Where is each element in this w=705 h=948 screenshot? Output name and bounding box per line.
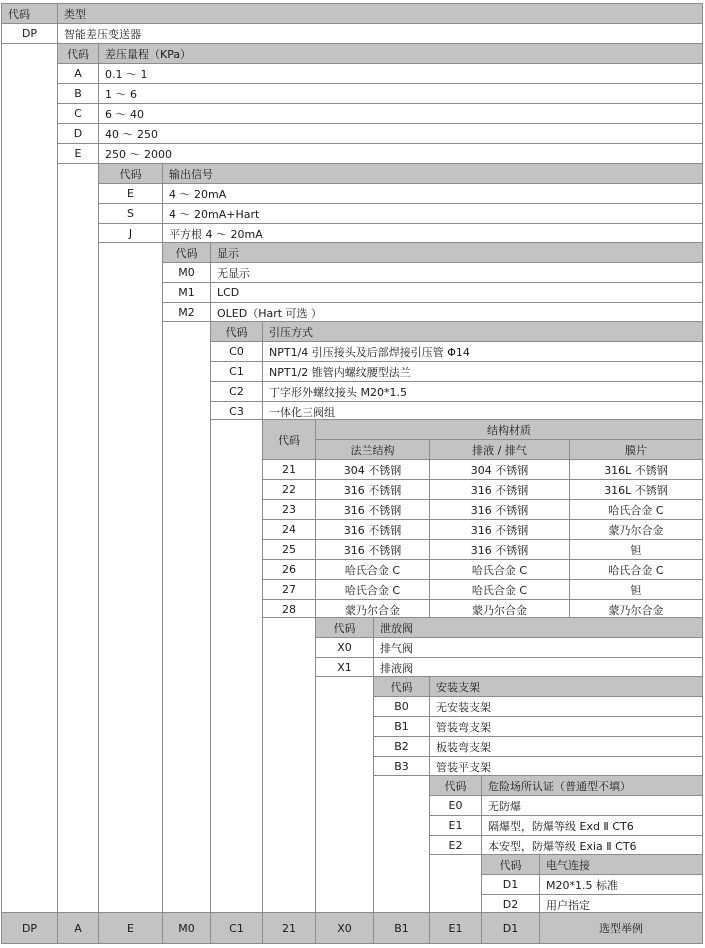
material-diaphragm: 哈氏合金 C bbox=[569, 499, 703, 520]
material-code: 23 bbox=[262, 499, 316, 520]
pressure-code-header: 代码 bbox=[210, 321, 263, 342]
material-flange: 316 不锈钢 bbox=[315, 499, 430, 520]
example-code: E1 bbox=[429, 912, 482, 944]
material-col-diaphragm: 膜片 bbox=[569, 439, 703, 460]
column-spacer bbox=[162, 321, 211, 913]
example-code: 21 bbox=[262, 912, 316, 944]
material-diaphragm: 哈氏合金 C bbox=[569, 559, 703, 580]
output-code-header: 代码 bbox=[98, 163, 163, 184]
range-title: 差压量程（KPa） bbox=[98, 43, 703, 64]
range-code: D bbox=[57, 123, 99, 144]
valve-title: 泄放阀 bbox=[373, 617, 703, 638]
bracket-desc: 管装平支架 bbox=[429, 756, 703, 777]
example-code: DP bbox=[1, 912, 58, 944]
hazard-code: E2 bbox=[429, 835, 482, 856]
pressure-code: C1 bbox=[210, 361, 263, 382]
material-flange: 316 不锈钢 bbox=[315, 539, 430, 560]
material-code: 21 bbox=[262, 459, 316, 480]
bracket-title: 安装支架 bbox=[429, 676, 703, 697]
material-diaphragm: 316L 不锈钢 bbox=[569, 479, 703, 500]
material-code: 28 bbox=[262, 599, 316, 620]
range-desc: 0.1 ～ 1 bbox=[98, 63, 703, 84]
pressure-code: C2 bbox=[210, 381, 263, 402]
type-code-header: 代码 bbox=[1, 3, 58, 24]
column-spacer bbox=[98, 242, 163, 913]
example-code: M0 bbox=[162, 912, 211, 944]
material-diaphragm: 316L 不锈钢 bbox=[569, 459, 703, 480]
pressure-desc: NPT1/4 引压接头及后部焊接引压管 Φ14 bbox=[262, 341, 703, 362]
material-code-header: 代码 bbox=[262, 419, 316, 460]
material-flange: 316 不锈钢 bbox=[315, 479, 430, 500]
electric-code-header: 代码 bbox=[481, 854, 540, 875]
material-code: 26 bbox=[262, 559, 316, 580]
pressure-title: 引压方式 bbox=[262, 321, 703, 342]
material-drain: 蒙乃尔合金 bbox=[429, 599, 570, 620]
display-code: M2 bbox=[162, 302, 211, 323]
output-desc: 平方根 4 ～ 20mA bbox=[162, 223, 703, 244]
range-code: C bbox=[57, 103, 99, 124]
example-code: B1 bbox=[373, 912, 430, 944]
display-code-header: 代码 bbox=[162, 242, 211, 263]
bracket-code: B2 bbox=[373, 736, 430, 757]
range-desc: 250 ～ 2000 bbox=[98, 143, 703, 164]
material-diaphragm: 钽 bbox=[569, 539, 703, 560]
material-flange: 哈氏合金 C bbox=[315, 579, 430, 600]
dp-desc: 智能差压变送器 bbox=[57, 23, 703, 44]
electric-desc: M20*1.5 标准 bbox=[539, 874, 703, 895]
column-spacer bbox=[373, 775, 430, 913]
material-drain: 哈氏合金 C bbox=[429, 559, 570, 580]
display-desc: LCD bbox=[210, 282, 703, 303]
material-flange: 316 不锈钢 bbox=[315, 519, 430, 540]
hazard-code: E0 bbox=[429, 795, 482, 816]
bracket-desc: 无安装支架 bbox=[429, 696, 703, 717]
material-drain: 哈氏合金 C bbox=[429, 579, 570, 600]
range-code: B bbox=[57, 83, 99, 104]
column-spacer bbox=[315, 676, 374, 913]
bracket-code: B0 bbox=[373, 696, 430, 717]
material-code: 25 bbox=[262, 539, 316, 560]
output-code: S bbox=[98, 203, 163, 224]
example-code: E bbox=[98, 912, 163, 944]
column-spacer bbox=[57, 163, 99, 913]
column-spacer bbox=[1, 43, 58, 913]
bracket-desc: 管装弯支架 bbox=[429, 716, 703, 737]
output-desc: 4 ～ 20mA bbox=[162, 183, 703, 204]
output-title: 输出信号 bbox=[162, 163, 703, 184]
output-code: E bbox=[98, 183, 163, 204]
display-code: M0 bbox=[162, 262, 211, 283]
display-code: M1 bbox=[162, 282, 211, 303]
material-code: 27 bbox=[262, 579, 316, 600]
range-code-header: 代码 bbox=[57, 43, 99, 64]
material-drain: 304 不锈钢 bbox=[429, 459, 570, 480]
hazard-title: 危险场所认证（普通型不填） bbox=[481, 775, 703, 796]
range-desc: 40 ～ 250 bbox=[98, 123, 703, 144]
hazard-code-header: 代码 bbox=[429, 775, 482, 796]
material-drain: 316 不锈钢 bbox=[429, 539, 570, 560]
example-code: C1 bbox=[210, 912, 263, 944]
valve-code: X1 bbox=[315, 657, 374, 678]
material-col-flange: 法兰结构 bbox=[315, 439, 430, 460]
hazard-desc: 隔爆型，防爆等级 Exd Ⅱ CT6 bbox=[481, 815, 703, 836]
material-diaphragm: 钽 bbox=[569, 579, 703, 600]
hazard-code: E1 bbox=[429, 815, 482, 836]
material-code: 22 bbox=[262, 479, 316, 500]
type-header: 类型 bbox=[57, 3, 703, 24]
example-code: D1 bbox=[481, 912, 540, 944]
material-flange: 蒙乃尔合金 bbox=[315, 599, 430, 620]
example-code: X0 bbox=[315, 912, 374, 944]
example-label: 选型举例 bbox=[539, 912, 703, 944]
electric-code: D2 bbox=[481, 894, 540, 915]
display-title: 显示 bbox=[210, 242, 703, 263]
material-drain: 316 不锈钢 bbox=[429, 479, 570, 500]
electric-desc: 用户指定 bbox=[539, 894, 703, 915]
hazard-desc: 本安型，防爆等级 Exia Ⅱ CT6 bbox=[481, 835, 703, 856]
electric-code: D1 bbox=[481, 874, 540, 895]
valve-code: X0 bbox=[315, 637, 374, 658]
range-desc: 6 ～ 40 bbox=[98, 103, 703, 124]
pressure-code: C3 bbox=[210, 401, 263, 422]
material-code: 24 bbox=[262, 519, 316, 540]
material-col-drain: 排液 / 排气 bbox=[429, 439, 570, 460]
hazard-desc: 无防爆 bbox=[481, 795, 703, 816]
valve-desc: 排液阀 bbox=[373, 657, 703, 678]
bracket-desc: 板装弯支架 bbox=[429, 736, 703, 757]
range-desc: 1 ～ 6 bbox=[98, 83, 703, 104]
example-code: A bbox=[57, 912, 99, 944]
column-spacer bbox=[262, 617, 316, 913]
material-diaphragm: 蒙乃尔合金 bbox=[569, 599, 703, 620]
material-drain: 316 不锈钢 bbox=[429, 499, 570, 520]
range-code: A bbox=[57, 63, 99, 84]
pressure-desc: 丁字形外螺纹接头 M20*1.5 bbox=[262, 381, 703, 402]
column-spacer bbox=[429, 854, 482, 913]
pressure-desc: NPT1/2 锥管内螺纹腰型法兰 bbox=[262, 361, 703, 382]
bracket-code-header: 代码 bbox=[373, 676, 430, 697]
range-code: E bbox=[57, 143, 99, 164]
material-flange: 304 不锈钢 bbox=[315, 459, 430, 480]
display-desc: OLED（Hart 可选 ） bbox=[210, 302, 703, 323]
bracket-code: B1 bbox=[373, 716, 430, 737]
display-desc: 无显示 bbox=[210, 262, 703, 283]
valve-code-header: 代码 bbox=[315, 617, 374, 638]
output-code: J bbox=[98, 223, 163, 244]
valve-desc: 排气阀 bbox=[373, 637, 703, 658]
electric-title: 电气连接 bbox=[539, 854, 703, 875]
pressure-desc: 一体化三阀组 bbox=[262, 401, 703, 422]
material-title: 结构材质 bbox=[315, 419, 703, 440]
output-desc: 4 ～ 20mA+Hart bbox=[162, 203, 703, 224]
material-drain: 316 不锈钢 bbox=[429, 519, 570, 540]
material-flange: 哈氏合金 C bbox=[315, 559, 430, 580]
bracket-code: B3 bbox=[373, 756, 430, 777]
pressure-code: C0 bbox=[210, 341, 263, 362]
column-spacer bbox=[210, 419, 263, 913]
material-diaphragm: 蒙乃尔合金 bbox=[569, 519, 703, 540]
dp-code: DP bbox=[1, 23, 58, 44]
